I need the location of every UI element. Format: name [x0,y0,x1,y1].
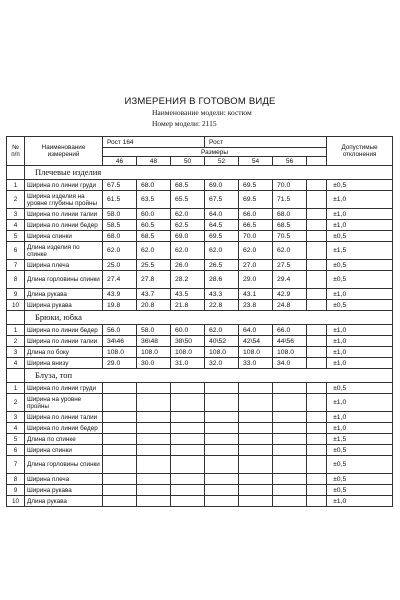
size-value: 62.0 [171,209,205,220]
size-value [103,434,137,445]
header-num: № п/п [7,137,25,166]
size-value: 108.0 [273,347,307,358]
size-value: 26.0 [171,260,205,271]
size-value: 31.0 [171,358,205,369]
size-value [205,383,239,394]
section-num-cell [7,166,25,180]
measurement-name: Ширина плеча [25,474,103,485]
size-value [273,434,307,445]
size-value: 32.0 [205,358,239,369]
size-value: 68.0 [103,231,137,242]
size-value [205,434,239,445]
header-sizes: Размеры [103,148,327,157]
size-value: 62.0 [239,242,273,260]
header-size: 56 [273,157,307,166]
size-value: 68.5 [137,231,171,242]
size-value: 27.5 [273,260,307,271]
size-value [137,445,171,456]
row-number: 2 [7,336,25,347]
size-value [273,485,307,496]
measurement-name: Ширина спинки [25,445,103,456]
size-value: 62.0 [137,242,171,260]
spacer-cell [307,496,327,507]
size-value: 108.0 [137,347,171,358]
tolerance-value: ±0,5 [327,456,393,474]
row-number: 4 [7,358,25,369]
table-row [7,220,393,231]
table-row [7,485,393,496]
size-value [205,456,239,474]
tolerance-value: ±1,0 [327,220,393,231]
size-value: 108.0 [103,347,137,358]
size-value: 58.0 [137,325,171,336]
size-value: 34.0 [273,358,307,369]
tolerance-value: ±1,0 [327,289,393,300]
size-value [239,474,273,485]
size-value [103,412,137,423]
size-value [137,456,171,474]
table-row [7,209,393,220]
size-value [103,445,137,456]
size-value [205,485,239,496]
tolerance-value: ±1,0 [327,496,393,507]
measurement-name: Ширина по линии груди [25,383,103,394]
size-value [103,485,137,496]
size-value: 71.5 [273,191,307,209]
spacer-cell [307,220,327,231]
size-value [103,496,137,507]
section-num-cell [7,369,25,383]
size-value: 27.4 [103,271,137,289]
size-value: 67.5 [205,191,239,209]
header-size: 52 [205,157,239,166]
size-value: 64.0 [239,325,273,336]
spacer-cell [307,456,327,474]
size-value: 70.0 [239,231,273,242]
size-value: 67.5 [103,180,137,191]
spacer-cell [307,191,327,209]
table-row [7,358,393,369]
size-value [103,394,137,412]
size-value [205,412,239,423]
header-size: 48 [137,157,171,166]
row-number: 3 [7,347,25,358]
measurement-name: Ширина по линии бедер [25,325,103,336]
row-number: 4 [7,423,25,434]
measurement-name: Ширина рукава [25,300,103,311]
size-value: 62.0 [205,325,239,336]
size-value: 27.0 [239,260,273,271]
table-row [7,242,393,260]
size-value: 58.5 [103,220,137,231]
size-value [171,474,205,485]
measurement-name: Ширина плеча [25,260,103,271]
size-value: 62.0 [205,242,239,260]
size-value [273,383,307,394]
measurement-name: Ширина рукава [25,485,103,496]
header-height-1: Рост 164 [103,137,205,148]
size-value: 19.8 [103,300,137,311]
size-value: 69.0 [171,231,205,242]
row-number: 3 [7,209,25,220]
size-value: 68.5 [171,180,205,191]
size-value: 108.0 [239,347,273,358]
size-value: 62.0 [171,242,205,260]
row-number: 10 [7,496,25,507]
spacer-cell [307,325,327,336]
spacer-cell [307,394,327,412]
size-value: 69.0 [205,180,239,191]
size-value: 68.0 [137,180,171,191]
measurement-name: Ширина изделия на уровне глубины пройны [25,191,103,209]
row-number: 5 [7,231,25,242]
spacer-cell [307,260,327,271]
spacer-cell [307,336,327,347]
size-value [239,394,273,412]
measurement-name: Ширина внизу [25,358,103,369]
measurement-name: Длина горловины спинки [25,271,103,289]
measurement-name: Ширина по линии бедер [25,220,103,231]
size-value [171,412,205,423]
size-value [205,496,239,507]
row-number: 2 [7,191,25,209]
measurement-name: Длина рукава [25,289,103,300]
size-value [205,474,239,485]
measurement-name: Ширина по линии талии [25,209,103,220]
spacer-cell [307,242,327,260]
table-row [7,191,393,209]
size-value: 44\56 [273,336,307,347]
size-value [239,434,273,445]
size-value: 65.5 [171,191,205,209]
tolerance-value: ±1,0 [327,412,393,423]
measurement-name: Ширина по линии талии [25,412,103,423]
row-number: 1 [7,383,25,394]
size-value [239,412,273,423]
size-value: 66.0 [239,209,273,220]
header-height-2: Рост [205,137,327,148]
tolerance-value: ±1,0 [327,347,393,358]
tolerance-value: ±0,5 [327,445,393,456]
size-value: 29.0 [239,271,273,289]
row-number: 5 [7,434,25,445]
size-value: 43.1 [239,289,273,300]
size-value: 60.0 [137,209,171,220]
size-value [273,496,307,507]
size-value [137,434,171,445]
spacer-cell [307,423,327,434]
section-title: Плечевые изделия [25,166,393,180]
row-number: 8 [7,271,25,289]
size-value: 27.8 [137,271,171,289]
spacer-cell [307,485,327,496]
table-row [7,325,393,336]
measurement-name: Ширина по линии талии [25,336,103,347]
size-value [103,383,137,394]
size-value [239,485,273,496]
size-value: 43.7 [137,289,171,300]
measurement-name: Длина рукава [25,496,103,507]
size-value: 56.0 [103,325,137,336]
measurement-name: Длина изделия по спинке [25,242,103,260]
measurement-name: Длина горловины спинки [25,456,103,474]
model-number-line: Номер модели: 2115 [152,119,217,128]
table-row [7,231,393,242]
tolerance-value: ±1,5 [327,434,393,445]
measurement-name: Длина по спинке [25,434,103,445]
table-row [7,260,393,271]
spacer-cell [307,209,327,220]
size-value [205,445,239,456]
size-value [171,456,205,474]
size-value: 30.0 [137,358,171,369]
size-value: 28.2 [171,271,205,289]
page-title: ИЗМЕРЕНИЯ В ГОТОВОМ ВИДЕ [124,96,276,107]
size-value: 25.5 [137,260,171,271]
size-value: 34\46 [103,336,137,347]
size-value [171,423,205,434]
header-size: 46 [103,157,137,166]
size-value [137,474,171,485]
row-number: 9 [7,485,25,496]
section-row [7,369,393,383]
row-number: 3 [7,412,25,423]
spacer-cell [307,445,327,456]
size-value: 42.9 [273,289,307,300]
size-value [103,423,137,434]
size-value: 21.8 [171,300,205,311]
size-value [171,445,205,456]
table-row [7,445,393,456]
row-number: 1 [7,180,25,191]
spacer-cell [307,347,327,358]
size-value [103,474,137,485]
size-value: 108.0 [171,347,205,358]
section-title: Брюки, юбка [25,311,393,325]
size-value [273,445,307,456]
tolerance-value: ±1,0 [327,358,393,369]
size-value: 22.8 [205,300,239,311]
measurement-name: Ширина на уровне пройны [25,394,103,412]
measurements-table [6,136,393,507]
size-value: 64.0 [205,209,239,220]
section-num-cell [7,311,25,325]
table-row [7,496,393,507]
tolerance-value: ±0,5 [327,300,393,311]
measurement-name: Длина по боку [25,347,103,358]
measurement-name: Ширина спинки [25,231,103,242]
size-value [171,496,205,507]
size-value [137,423,171,434]
header-size: 54 [239,157,273,166]
size-value: 70.5 [273,231,307,242]
size-value: 33.0 [239,358,273,369]
size-value [137,383,171,394]
tolerance-value: ±0,5 [327,485,393,496]
table-row [7,180,393,191]
size-value: 25.0 [103,260,137,271]
section-title: Блуза, топ [25,369,393,383]
size-value [171,383,205,394]
table-row [7,336,393,347]
size-value [273,394,307,412]
table-row [7,474,393,485]
size-value: 68.5 [273,220,307,231]
row-number: 6 [7,445,25,456]
size-value [239,456,273,474]
size-value: 29.0 [103,358,137,369]
size-value [137,412,171,423]
tolerance-value: ±0,5 [327,180,393,191]
size-value: 23.8 [239,300,273,311]
tolerance-value: ±1,0 [327,336,393,347]
spacer-cell [307,434,327,445]
tolerance-value: ±0,5 [327,474,393,485]
size-value [205,423,239,434]
measurement-name: Ширина по линии груди [25,180,103,191]
spacer-cell [307,289,327,300]
size-value [171,485,205,496]
tolerance-value: ±0,5 [327,260,393,271]
size-value: 26.5 [205,260,239,271]
section-row [7,166,393,180]
row-number: 4 [7,220,25,231]
size-value: 69.5 [239,191,273,209]
header-name: Наименование измерений [25,137,103,166]
size-value: 38\50 [171,336,205,347]
size-value: 68.0 [273,209,307,220]
row-number: 7 [7,260,25,271]
size-value: 60.0 [171,325,205,336]
tolerance-value: ±0,5 [327,383,393,394]
section-row [7,311,393,325]
tolerance-value: ±0,5 [327,231,393,242]
table-row [7,271,393,289]
size-value: 29.4 [273,271,307,289]
table-row [7,423,393,434]
tolerance-value: ±1,0 [327,191,393,209]
size-value [239,383,273,394]
size-value [171,434,205,445]
measurement-name: Ширина по линии бедер [25,423,103,434]
spacer-cell [307,412,327,423]
size-value: 69.5 [239,180,273,191]
header-size: 50 [171,157,205,166]
tolerance-value: ±1,0 [327,325,393,336]
size-value [273,423,307,434]
size-value [239,496,273,507]
size-value: 43.5 [171,289,205,300]
size-value [171,394,205,412]
size-value [273,456,307,474]
size-value: 60.5 [137,220,171,231]
size-value: 43.3 [205,289,239,300]
size-value: 42\54 [239,336,273,347]
spacer-cell [307,271,327,289]
size-value: 28.6 [205,271,239,289]
size-value: 62.5 [171,220,205,231]
spacer-cell [307,474,327,485]
row-number: 2 [7,394,25,412]
size-value [239,445,273,456]
size-value: 62.0 [103,242,137,260]
row-number: 7 [7,456,25,474]
size-value: 62.0 [273,242,307,260]
size-value: 20.8 [137,300,171,311]
spacer-cell [307,358,327,369]
table-row [7,456,393,474]
table-body [7,166,393,507]
size-value [273,474,307,485]
size-value: 108.0 [205,347,239,358]
table-row [7,412,393,423]
size-value [137,485,171,496]
size-value [137,496,171,507]
table-row [7,434,393,445]
size-value: 40\52 [205,336,239,347]
row-number: 6 [7,242,25,260]
tolerance-value: ±1,0 [327,423,393,434]
row-number: 10 [7,300,25,311]
size-value: 63.5 [137,191,171,209]
size-value: 66.0 [273,325,307,336]
header-tolerance: Допустимые отклонения [327,137,393,166]
size-value [137,394,171,412]
table-row [7,394,393,412]
size-value [239,423,273,434]
tolerance-value: ±1,0 [327,209,393,220]
tolerance-value: ±0,5 [327,271,393,289]
table-row [7,383,393,394]
size-value: 36\48 [137,336,171,347]
size-value: 43.9 [103,289,137,300]
spacer-cell [307,383,327,394]
size-value: 24.8 [273,300,307,311]
size-value: 64.5 [205,220,239,231]
size-value: 69.5 [205,231,239,242]
size-value: 70.0 [273,180,307,191]
row-number: 1 [7,325,25,336]
size-value [273,412,307,423]
row-number: 9 [7,289,25,300]
table-row [7,289,393,300]
size-value: 61.5 [103,191,137,209]
spacer-cell [307,300,327,311]
model-name-line: Наименование модели: костюм [152,108,252,117]
table-row [7,347,393,358]
spacer-cell [307,180,327,191]
spacer-cell [307,231,327,242]
table-row [7,300,393,311]
tolerance-value: ±1,0 [327,394,393,412]
size-value [205,394,239,412]
tolerance-value: ±1,5 [327,242,393,260]
header-size-spacer [307,157,327,166]
size-value: 58.0 [103,209,137,220]
row-number: 8 [7,474,25,485]
size-value [103,456,137,474]
size-value: 66.5 [239,220,273,231]
